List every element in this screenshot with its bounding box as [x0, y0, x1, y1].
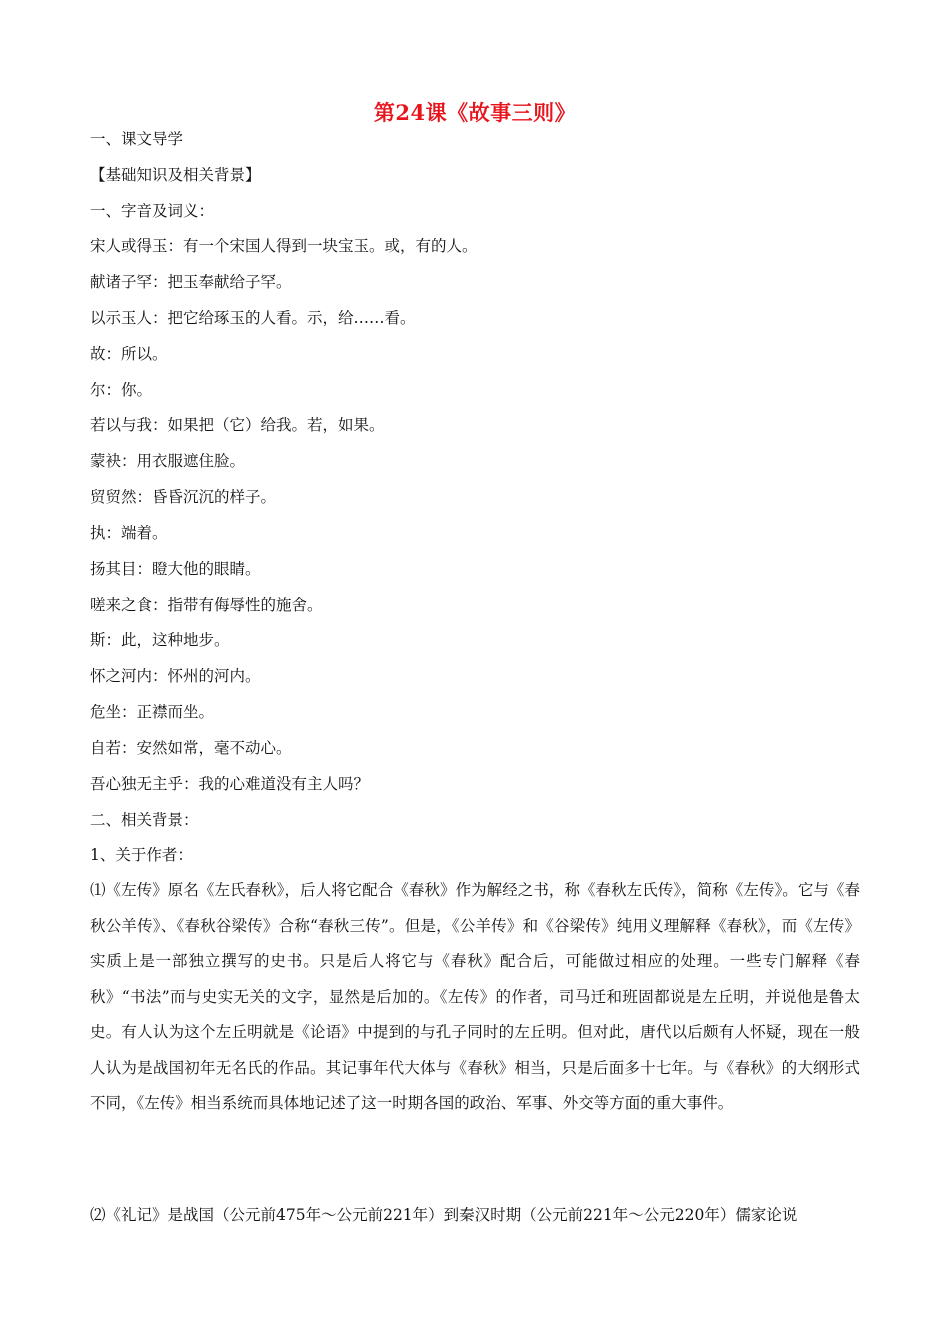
vocab-item: 献诸子罕：把玉奉献给子罕。 [90, 273, 292, 291]
vocab-item: 故：所以。 [90, 345, 168, 363]
vocab-item: 嗟来之食：指带有侮辱性的施舍。 [90, 596, 323, 614]
vocab-item: 宋人或得玉：有一个宋国人得到一块宝玉。或，有的人。 [90, 237, 478, 255]
vocab-item: 若以与我：如果把（它）给我。若，如果。 [90, 416, 385, 434]
section-heading-guide: 一、课文导学 [90, 130, 184, 148]
heading-pronunciation-vocab: 一、字音及词义： [90, 202, 215, 220]
lesson-title: 第24课《故事三则》 [373, 100, 577, 125]
paragraph-zuozhuan: ⑴《左传》原名《左氏春秋》，后人将它配合《春秋》作为解经之书，称《春秋左氏传》，简称《左传》。它与《春秋公羊传》、《春秋谷梁传》合称“春秋三传”。但是，《公羊传》和《谷梁传》纯用义理解释《春秋》，而《左传》实质上是一部独立撰写的史书。只是后人将它与《春秋》配合后，可能做过相应的处理。一些专门解释《春秋》“书法”而与史实无关的文字，显然是后加的。《左传》的作者，司马迁和班固都说是左丘明，并说他是鲁太史。有人认为这个左丘明就是《论语》中提到的与孔子同时的左丘明。但对此，唐代以后颇有人怀疑，现在一般人认为是战国初年无名氏的作品。其记事年代大体与《春秋》相当，只是后面多十七年。与《春秋》的大纲形式不同，《左传》相当系统而具体地记述了这一时期各国的政治、军事、外交等方面的重大事件。 [90, 881, 860, 1112]
vocab-item: 贸贸然：昏昏沉沉的样子。 [90, 488, 277, 506]
paragraph-liji: ⑵《礼记》是战国（公元前475年～公元前221年）到秦汉时期（公元前221年～公元220年）儒家论说 [90, 1206, 798, 1224]
vocab-item: 以示玉人：把它给琢玉的人看。示，给……看。 [90, 309, 416, 327]
vocab-item: 吾心独无主乎：我的心难道没有主人吗？ [90, 775, 370, 793]
vocab-item: 尔：你。 [90, 381, 153, 399]
vocab-item: 自若：安然如常，毫不动心。 [90, 739, 292, 757]
subsection-heading-basics: 【基础知识及相关背景】 [90, 166, 261, 184]
vocab-item: 执：端着。 [90, 524, 168, 542]
heading-background: 二、相关背景： [90, 811, 199, 829]
vocab-item: 怀之河内：怀州的河内。 [90, 667, 261, 685]
vocab-item: 扬其目：瞪大他的眼睛。 [90, 560, 261, 578]
vocab-item: 斯：此，这种地步。 [90, 631, 230, 649]
vocab-item: 蒙袂：用衣服遮住脸。 [90, 452, 246, 470]
heading-about-author: 1、关于作者： [90, 846, 193, 864]
vocab-item: 危坐：正襟而坐。 [90, 703, 215, 721]
